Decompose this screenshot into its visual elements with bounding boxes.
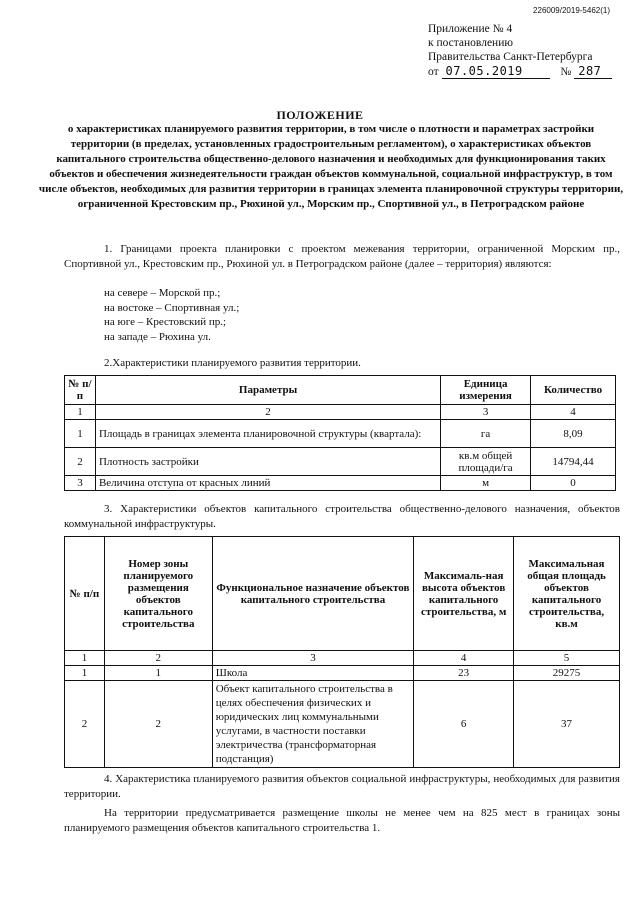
numbering-cell: 2 xyxy=(104,651,212,666)
row-number: 3 xyxy=(65,476,96,491)
section-4-heading: 4. Характеристика планируемого развития объектов социальной инфраструктуры, необходимых для развития территории. xyxy=(64,773,620,800)
numbering-cell: 4 xyxy=(414,651,514,666)
row-zone: 1 xyxy=(104,666,212,681)
header-number: № п/п xyxy=(65,376,96,405)
appendix-date-line xyxy=(428,64,612,79)
numbering-cell: 5 xyxy=(514,651,620,666)
table-row xyxy=(65,666,620,681)
table-row xyxy=(65,476,616,491)
capital-construction-table xyxy=(64,536,620,768)
appendix-header xyxy=(428,22,612,79)
numbering-cell: 2 xyxy=(95,405,440,420)
appendix-line-1: Приложение № 4 xyxy=(428,23,513,35)
table-row xyxy=(65,448,616,476)
row-number: 1 xyxy=(65,420,96,448)
row-purpose: Объект капитального строительства в целях обеспечения физических и юридических лиц коммунальными услугами, в частности поставки электричества (трансформаторная подстанция) xyxy=(212,681,413,768)
row-parameter: Плотность застройки xyxy=(95,448,440,476)
numbering-cell: 1 xyxy=(65,405,96,420)
appendix-line-3: Правительства Санкт-Петербурга xyxy=(428,51,593,63)
header-max-height: Максималь-ная высота объектов капитального строительства, м xyxy=(414,537,514,651)
appendix-line-2: к постановлению xyxy=(428,37,513,49)
row-value: 0 xyxy=(531,476,616,491)
header-quantity: Количество xyxy=(531,376,616,405)
row-value: 14794,44 xyxy=(531,448,616,476)
row-unit: м xyxy=(441,476,531,491)
numbering-cell: 4 xyxy=(531,405,616,420)
decree-date: 07.05.2019 xyxy=(442,64,550,79)
from-label: от xyxy=(428,66,439,78)
row-parameter: Площадь в границах элемента планировочной структуры (квартала): xyxy=(95,420,440,448)
border-south: на юге – Крестовский пр.; xyxy=(104,316,227,328)
document-id: 226009/2019-5462(1) xyxy=(533,6,610,15)
row-unit: га xyxy=(441,420,531,448)
section-2-heading: 2.Характеристики планируемого развития территории. xyxy=(104,357,361,369)
section-3-heading: 3. Характеристики объектов капитального строительства общественно-делового назначения, объектов коммунальной инфраструктуры. xyxy=(64,503,620,530)
row-height: 23 xyxy=(414,666,514,681)
table-row xyxy=(65,681,620,768)
row-height: 6 xyxy=(414,681,514,768)
border-east: на востоке – Спортивная ул.; xyxy=(104,301,240,314)
border-north: на севере – Морской пр.; xyxy=(104,287,221,299)
row-zone: 2 xyxy=(104,681,212,768)
header-max-area: Максимальная общая площадь объектов капитального строительства, кв.м xyxy=(514,537,620,651)
header-number: № п/п xyxy=(65,537,105,651)
header-unit: Единица измерения xyxy=(441,376,531,405)
number-label: № xyxy=(560,66,572,78)
row-number: 2 xyxy=(65,681,105,768)
document-subtitle: о характеристиках планируемого развития территории, в том числе о плотности и параметрах застройки территории (в пределах, установленных градостроительным регламентом), о характеристиках объектов капитального строительства общественно-делового назначения и необходимых для функционирования таких объектов и обеспечения жизнедеятельности граждан объектов коммунальной, социальной инфраструктур, в том числе объектов, необходимых для развития территории в границах элемента планировочной структуры территории, ограниченной Крестовским пр., Рюхиной ул., Морским пр., Спортивной ул., в Петроградском районе xyxy=(38,123,624,210)
row-number: 1 xyxy=(65,666,105,681)
header-parameters: Параметры xyxy=(95,376,440,405)
row-area: 37 xyxy=(514,681,620,768)
row-number: 2 xyxy=(65,448,96,476)
row-unit: кв.м общей площади/га xyxy=(441,448,531,476)
territory-parameters-table xyxy=(64,375,616,491)
header-purpose: Функциональное назначение объектов капитального строительства xyxy=(212,537,413,651)
numbering-cell: 1 xyxy=(65,651,105,666)
row-purpose: Школа xyxy=(212,666,413,681)
table-row xyxy=(65,420,616,448)
borders-list xyxy=(104,286,404,344)
row-parameter: Величина отступа от красных линий xyxy=(95,476,440,491)
row-value: 8,09 xyxy=(531,420,616,448)
decree-number: 287 xyxy=(574,64,612,79)
header-zone: Номер зоны планируемого размещения объектов капитального строительства xyxy=(104,537,212,651)
numbering-cell: 3 xyxy=(212,651,413,666)
document-title: ПОЛОЖЕНИЕ xyxy=(276,108,364,122)
section-1-intro: 1. Границами проекта планировки с проектом межевания территории, ограниченной Морским пр., Спортивной ул., Крестовским пр., Рюхиной ул. в Петроградском районе (далее – территория) являются: xyxy=(64,243,620,270)
section-4-text: На территории предусматривается размещение школы не менее чем на 825 мест в границах зоны планируемого размещения объектов капитального строительства 1. xyxy=(64,807,620,834)
row-area: 29275 xyxy=(514,666,620,681)
border-west: на западе – Рюхина ул. xyxy=(104,330,211,343)
numbering-cell: 3 xyxy=(441,405,531,420)
